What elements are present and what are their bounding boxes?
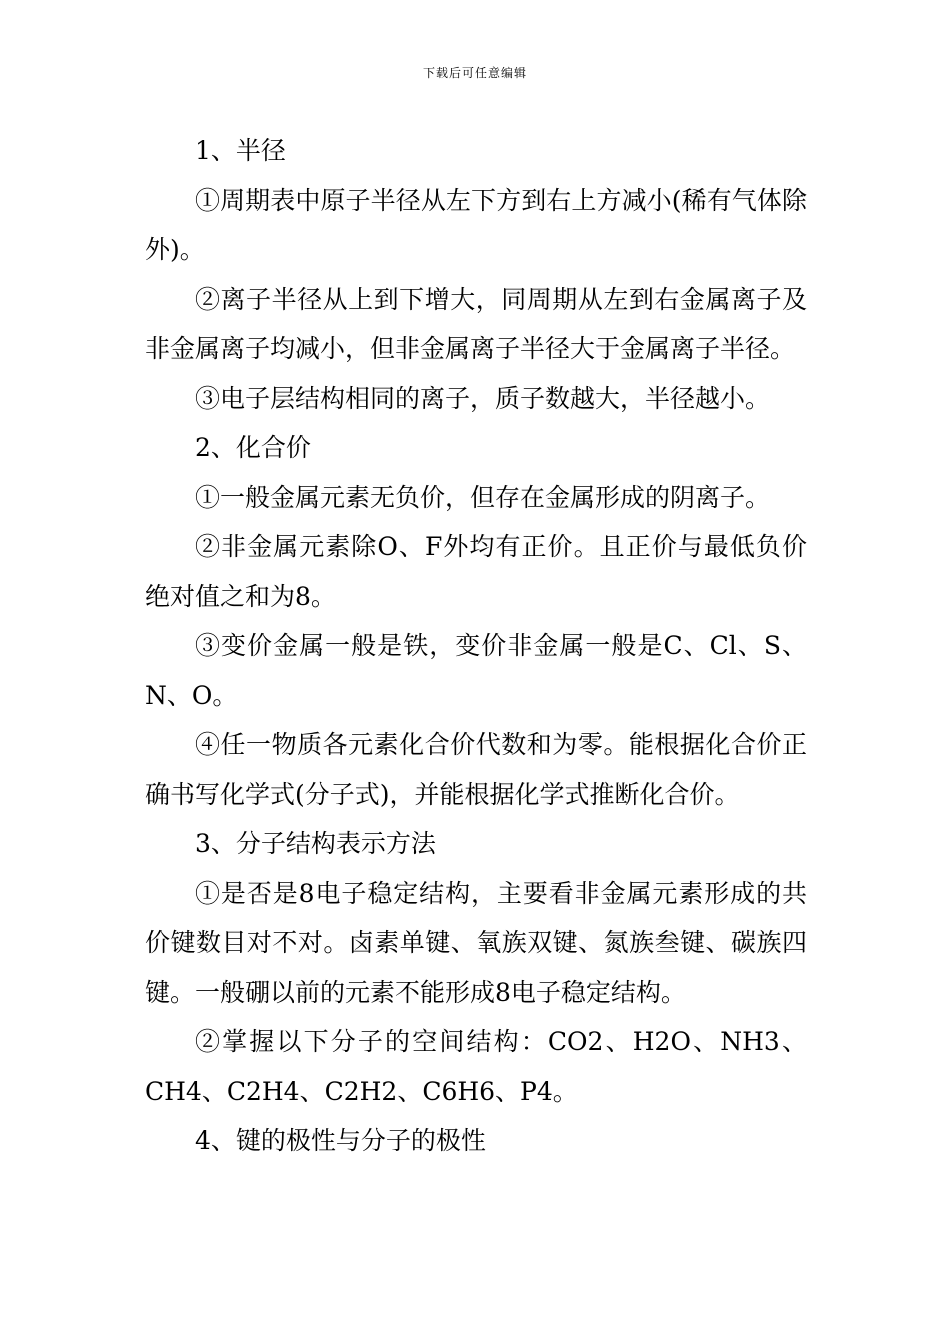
paragraph: ①周期表中原子半径从左下方到右上方减小(稀有气体除外)。: [145, 185, 807, 264]
paragraph: ③电子层结构相同的离子，质子数越大，半径越小。: [195, 383, 771, 413]
section-heading-valence: 2、化合价: [195, 433, 311, 462]
page-header: 下载后可任意编辑: [422, 66, 527, 80]
section-heading-molecular-structure: 3、分子结构表示方法: [195, 829, 436, 858]
paragraph: ①是否是8电子稳定结构，主要看非金属元素形成的共价键数目对不对。卤素单键、氧族双键、氮族叁键、碳族四键。一般硼以前的元素不能形成8电子稳定结构。: [145, 878, 807, 1007]
paragraph: ①一般金属元素无负价，但存在金属形成的阴离子。: [195, 482, 771, 512]
paragraph: ④任一物质各元素化合价代数和为零。能根据化合价正确书写化学式(分子式)，并能根据化学式推断化合价。: [145, 730, 807, 809]
section-heading-polarity: 4、键的极性与分子的极性: [195, 1126, 486, 1155]
document-body: [145, 126, 807, 1166]
paragraph: ②掌握以下分子的空间结构：CO2、H2O、NH3、CH4、C2H4、C2H2、C6H6、P4。: [145, 1027, 807, 1106]
paragraph: ③变价金属一般是铁，变价非金属一般是C、Cl、S、N、O。: [145, 631, 807, 710]
paragraph: ②离子半径从上到下增大，同周期从左到右金属离子及非金属离子均减小，但非金属离子半径大于金属离子半径。: [145, 284, 807, 363]
section-heading-radius: 1、半径: [195, 136, 286, 165]
paragraph: ②非金属元素除O、F外均有正价。且正价与最低负价绝对值之和为8。: [145, 532, 807, 611]
